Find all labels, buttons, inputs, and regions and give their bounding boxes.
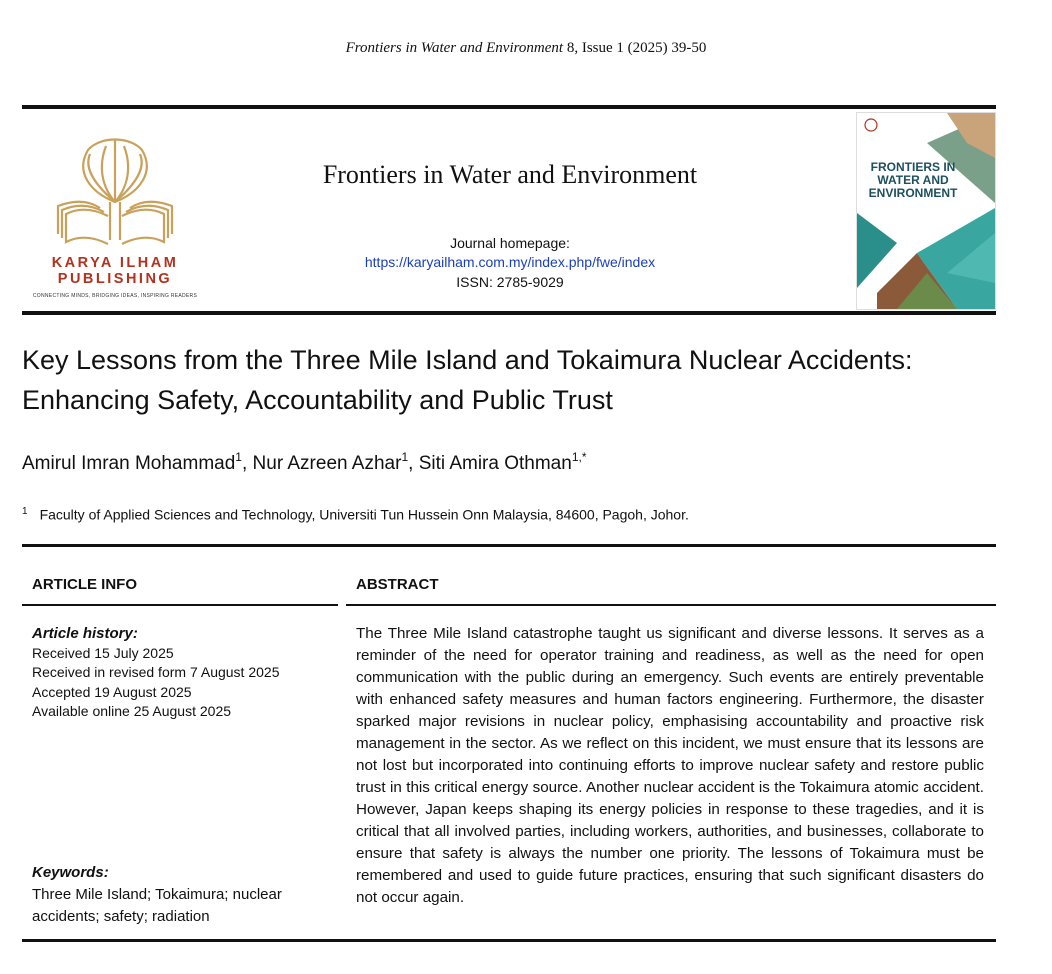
- homepage-label: Journal homepage:: [450, 235, 570, 251]
- issn: ISSN: 2785-9029: [456, 274, 564, 290]
- article-title: [22, 340, 1022, 420]
- keywords-label: Keywords:: [32, 864, 109, 881]
- info-bottom-rule: [22, 939, 996, 942]
- history-received: Received 15 July 2025: [32, 644, 174, 661]
- abstract-heading: ABSTRACT: [356, 576, 439, 593]
- article-info-heading: ARTICLE INFO: [32, 576, 137, 593]
- publisher-name-line2: PUBLISHING: [57, 271, 173, 287]
- journal-homepage-link[interactable]: https://karyailham.com.my/index.php/fwe/index: [364, 254, 656, 270]
- info-top-rule: [22, 544, 996, 547]
- keywords-block: [32, 862, 332, 928]
- running-head-citation: 8, Issue 1 (2025) 39-50: [566, 40, 707, 56]
- journal-cover: [856, 112, 996, 310]
- article-title-line1: Key Lessons from the Three Mile Island and Tokaimura Nuclear Accidents:: [22, 345, 913, 375]
- publisher-tagline: CONNECTING MINDS, BRIDGING IDEAS, INSPIRING READERS: [32, 293, 198, 299]
- cover-artwork: [857, 113, 995, 309]
- history-accepted: Accepted 19 August 2025: [32, 683, 192, 700]
- info-right-head-rule: [346, 604, 996, 606]
- cover-title-line1: FRONTIERS IN: [870, 160, 956, 174]
- publisher-logo: [30, 132, 200, 299]
- abstract-text: The Three Mile Island catastrophe taught us significant and diverse lessons. It serves as a reminder of the need for operator training and readiness, as well as the need for open communication with the public during an emergency. Such events are entirely preventable with enhanced safety measures and human factors engineering. Furthermore, the disaster sparked major revisions in nuclear policy, emphasising accountability and proactive risk management in the sector. As we reflect on this incident, we must ensure that its lessons are not lost but incorporated into continuing efforts to improve nuclear safety and restore public trust in this critical energy source. Another nuclear accident is the Tokaimura atomic accident. However, Japan keeps shaping its energy policies in response to these tragedies, and it is critical that all involved parties, including workers, authorities, and businesses, collaborate to ensure that safety is always the number one priority. The lessons of Tokaimura must be remembered and used to guide future practices, ensuring that such significant disasters do not occur again.: [356, 625, 984, 906]
- affiliation-mark: 1: [22, 506, 28, 517]
- running-head-journal: Frontiers in Water and Environment: [345, 40, 564, 56]
- author-name: Amirul Imran Mohammad: [22, 453, 236, 474]
- article-history-label: Article history:: [32, 625, 138, 642]
- keywords-text: Three Mile Island; Tokaimura; nuclear accidents; safety; radiation: [32, 886, 282, 925]
- history-revised: Received in revised form 7 August 2025: [32, 664, 280, 680]
- cover-title-line3: ENVIRONMENT: [868, 186, 958, 200]
- author-name: Nur Azreen Azhar: [252, 453, 402, 474]
- cover-title: [863, 161, 963, 200]
- publisher-name-line1: KARYA ILHAM: [51, 255, 179, 271]
- running-head: [0, 40, 1052, 57]
- cover-title-line2: WATER AND: [877, 173, 949, 187]
- affiliation: [22, 506, 689, 523]
- author-affiliation-mark: 1: [401, 450, 409, 464]
- author-name: Siti Amira Othman: [418, 453, 572, 474]
- affiliation-text: Faculty of Applied Sciences and Technology, Universiti Tun Hussein Onn Malaysia, 84600, Pagoh, Johor.: [39, 506, 689, 523]
- article-title-line2: Enhancing Safety, Accountability and Public Trust: [22, 385, 613, 415]
- masthead-bottom-rule: [22, 311, 996, 315]
- history-online: Available online 25 August 2025: [32, 703, 232, 719]
- masthead-top-rule: [22, 105, 996, 109]
- author-list: Amirul Imran Mohammad$^1$, Nur Azreen Azhar$^1$, Siti Amira Othman$^{1,*}$: [22, 450, 587, 474]
- journal-title: Frontiers in Water and Environment: [322, 160, 698, 189]
- author-affiliation-mark: 1: [235, 450, 242, 464]
- book-tree-icon: [30, 132, 200, 252]
- info-left-head-rule: [22, 604, 338, 606]
- article-history: [32, 624, 332, 722]
- author-affiliation-mark: 1,*: [571, 450, 587, 464]
- homepage-link-wrap: [330, 254, 690, 270]
